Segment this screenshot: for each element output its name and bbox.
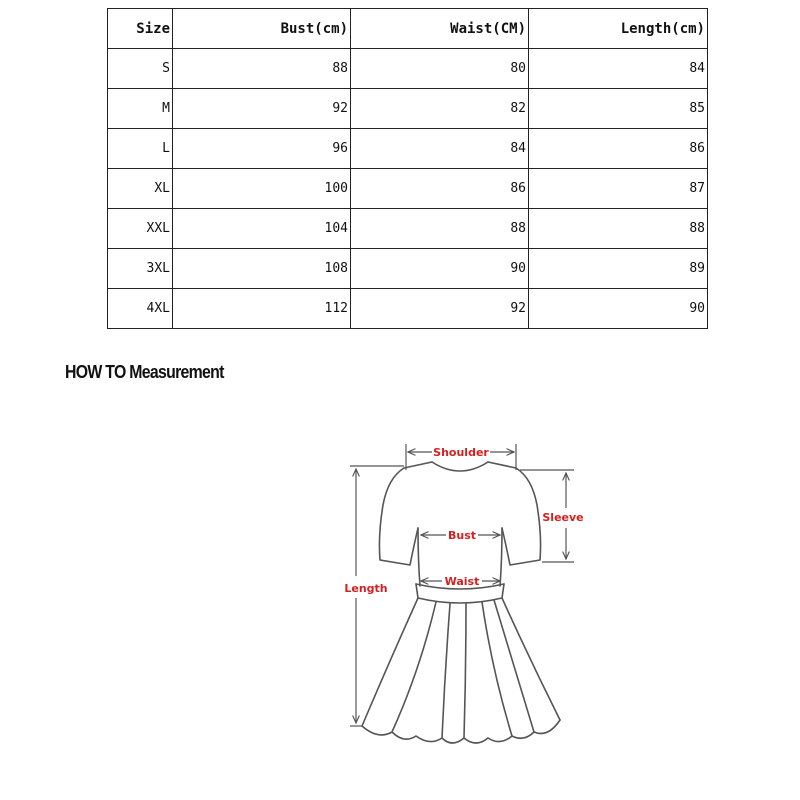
cell-size: 4XL — [108, 289, 173, 329]
cell-bust: 100 — [173, 169, 351, 209]
cell-length: 86 — [529, 129, 708, 169]
table-row — [108, 209, 708, 249]
label-sleeve: Sleeve — [542, 511, 584, 524]
label-waist: Waist — [444, 575, 480, 588]
size-chart-table — [107, 8, 708, 329]
cell-bust: 88 — [173, 49, 351, 89]
table-row — [108, 249, 708, 289]
cell-size: XL — [108, 169, 173, 209]
table-row — [108, 289, 708, 329]
cell-size: 3XL — [108, 249, 173, 289]
cell-bust: 112 — [173, 289, 351, 329]
table-row — [108, 169, 708, 209]
label-length: Length — [344, 582, 388, 595]
cell-size: L — [108, 129, 173, 169]
cell-size: XXL — [108, 209, 173, 249]
cell-bust: 108 — [173, 249, 351, 289]
cell-length: 89 — [529, 249, 708, 289]
dress-measurement-diagram — [330, 430, 590, 760]
cell-bust: 104 — [173, 209, 351, 249]
cell-waist: 88 — [351, 209, 529, 249]
cell-length: 87 — [529, 169, 708, 209]
cell-size: S — [108, 49, 173, 89]
label-shoulder: Shoulder — [433, 446, 489, 459]
header-waist: Waist(CM) — [351, 9, 529, 49]
table-row — [108, 89, 708, 129]
table-row — [108, 49, 708, 89]
section-title: HOW TO Measurement — [65, 362, 224, 382]
dress-illustration — [362, 462, 560, 743]
cell-waist: 80 — [351, 49, 529, 89]
cell-waist: 86 — [351, 169, 529, 209]
header-bust: Bust(cm) — [173, 9, 351, 49]
table-header-row — [108, 9, 708, 49]
cell-bust: 92 — [173, 89, 351, 129]
cell-length: 84 — [529, 49, 708, 89]
header-size: Size — [108, 9, 173, 49]
cell-waist: 92 — [351, 289, 529, 329]
header-length: Length(cm) — [529, 9, 708, 49]
label-bust: Bust — [447, 529, 477, 542]
cell-waist: 82 — [351, 89, 529, 129]
table-row — [108, 129, 708, 169]
cell-size: M — [108, 89, 173, 129]
cell-waist: 90 — [351, 249, 529, 289]
cell-length: 90 — [529, 289, 708, 329]
cell-bust: 96 — [173, 129, 351, 169]
cell-waist: 84 — [351, 129, 529, 169]
cell-length: 85 — [529, 89, 708, 129]
cell-length: 88 — [529, 209, 708, 249]
